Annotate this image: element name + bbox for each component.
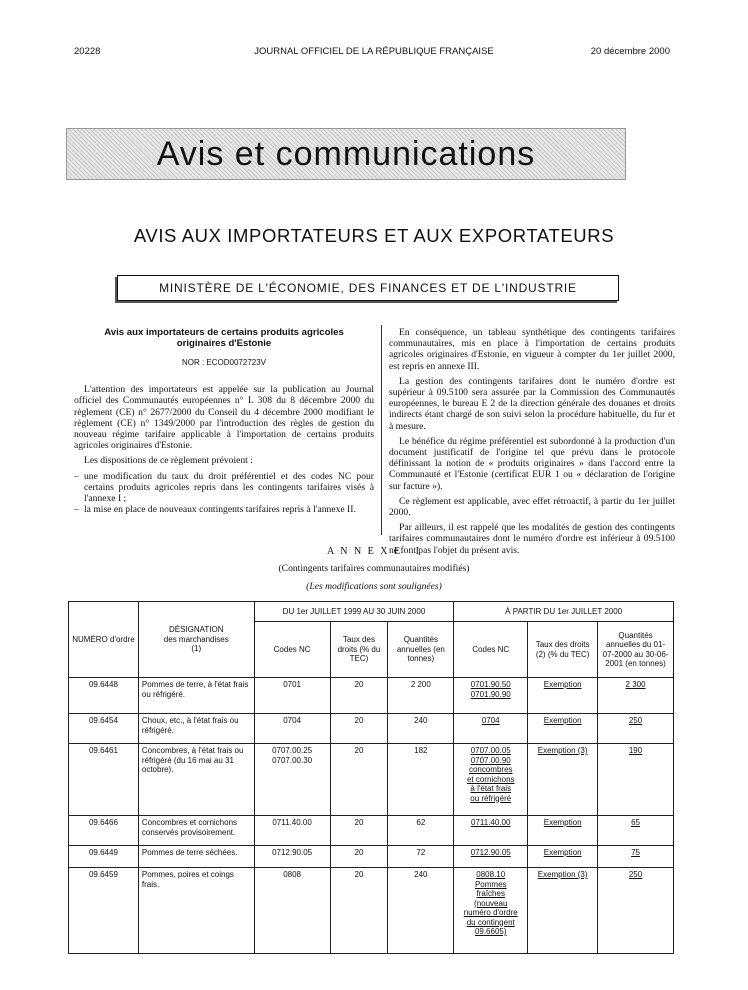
cell-quantity-2 <box>598 744 674 816</box>
cell-taux-2-text: Exemption (3) <box>537 746 588 755</box>
header-quantites-2: Quantités annuelles du 01-07-2000 au 30-06-2001 (en tonnes) <box>598 622 674 678</box>
cell-codes-nc-2-text: 0704 <box>481 716 500 725</box>
cell-designation-text: Pommes, poires et coings frais. <box>141 870 234 889</box>
cell-num-text: 09.6454 <box>88 716 118 725</box>
cell-codes-nc-2-text: 0707.00.05 0707.00.90 concombres et cornichons à l'état frais ou réfrigéré <box>466 746 515 803</box>
header-period-2: À PARTIR DU 1er JUILLET 2000 <box>454 602 674 622</box>
cell-num <box>69 846 139 868</box>
cell-num <box>69 816 139 846</box>
cell-codes-nc-2-text: 0808.10 Pommes fraîches (nouveau numéro d'ordre du contingent 09.6605) <box>463 870 518 936</box>
cell-designation-text: Choux, etc., à l'état frais ou réfrigéré. <box>141 716 239 735</box>
table-row <box>69 714 674 744</box>
cell-taux <box>330 678 388 714</box>
table-row <box>69 816 674 846</box>
header-codes-nc: Codes NC <box>254 622 330 678</box>
banner-title: Avis et communications <box>156 135 536 173</box>
cell-codes-nc-text: 0704 <box>283 716 301 725</box>
cell-taux-text: 20 <box>354 746 364 755</box>
quota-table <box>68 601 674 954</box>
cell-quantity-text: 62 <box>416 818 426 827</box>
article-title <box>74 327 374 349</box>
cell-designation-text: Pommes de terre, à l'état frais ou réfrigéré. <box>141 680 249 699</box>
cell-designation <box>138 868 254 954</box>
cell-num-text: 09.6449 <box>88 848 118 857</box>
cell-taux-2 <box>528 816 598 846</box>
cell-taux <box>330 816 388 846</box>
list-item: – la mise en place de nouveaux contingents tarifaires repris à l'annexe II. <box>74 504 374 515</box>
cell-designation <box>138 744 254 816</box>
header-period-1: DU 1er JUILLET 1999 AU 30 JUIN 2000 <box>254 602 454 622</box>
cell-codes-nc-text: 0711.40.00 <box>272 818 312 827</box>
nor-reference: NOR : ECOD0072723V <box>181 358 267 367</box>
cell-taux-2 <box>528 744 598 816</box>
annex-subtitle: (Contingents tarifaires communautaires modifiés) <box>278 563 470 574</box>
cell-codes-nc-2-text: 0711.40.00 <box>471 818 511 827</box>
cell-taux-2-text: Exemption <box>543 716 582 725</box>
cell-taux-text: 20 <box>354 680 364 689</box>
header-designation <box>138 602 254 678</box>
header-num: NUMÉRO d'ordre <box>69 602 139 678</box>
cell-designation <box>138 678 254 714</box>
cell-quantity <box>388 744 454 816</box>
paragraph: Le bénéfice du régime préférentiel est subordonné à la production d'un document justificatif de l'origine tel que prévu dans le protocole définissant la notion de « produits originaires » dans l'accord entre la Communauté et l'Estonie (certificat EUR 1 ou « déclaration de l'origine sur facture »). <box>389 435 675 492</box>
cell-taux-2-text: Exemption <box>543 680 582 689</box>
article-title-line1: Avis aux importateurs de certains produits agricoles <box>104 327 344 338</box>
cell-codes-nc <box>254 816 330 846</box>
cell-num-text: 09.6448 <box>88 680 118 689</box>
paragraph: Les dispositions de ce règlement prévoient : <box>84 455 253 467</box>
header-taux: Taux des droits (% du TEC) <box>330 622 388 678</box>
cell-taux <box>330 868 388 954</box>
cell-taux-2 <box>528 678 598 714</box>
ministry-box: MINISTÈRE DE L'ÉCONOMIE, DES FINANCES ET DE L'INDUSTRIE <box>117 275 619 301</box>
cell-taux-2 <box>528 846 598 868</box>
issue-date: 20 décembre 2000 <box>590 46 670 57</box>
paragraph: Ce règlement est applicable, avec effet rétroactif, à partir du 1er juillet 2000. <box>389 495 675 519</box>
cell-quantity-2-text: 65 <box>631 818 640 827</box>
cell-taux-text: 20 <box>354 818 364 827</box>
cell-quantity-2-text: 190 <box>628 746 643 755</box>
header-designation-line1: DÉSIGNATION <box>169 625 224 635</box>
cell-codes-nc <box>254 846 330 868</box>
cell-quantity-text: 240 <box>414 716 428 725</box>
cell-quantity-2 <box>598 678 674 714</box>
header-quantites: Quantités annuelles (en tonnes) <box>388 622 454 678</box>
cell-quantity <box>388 868 454 954</box>
cell-taux-text: 20 <box>354 848 364 857</box>
cell-designation-text: Concombres et cornichons conservés provisoirement. <box>141 818 238 837</box>
cell-codes-nc-2 <box>454 816 528 846</box>
table-row <box>69 744 674 816</box>
cell-designation-text: Pommes de terre séchées. <box>141 848 238 857</box>
cell-quantity-text: 2 200 <box>410 680 431 689</box>
cell-num <box>69 678 139 714</box>
header-designation-line2: des marchandises <box>163 634 229 644</box>
cell-quantity <box>388 678 454 714</box>
column-divider <box>381 325 382 535</box>
cell-num-text: 09.6466 <box>88 818 118 827</box>
cell-num <box>69 744 139 816</box>
cell-num <box>69 868 139 954</box>
cell-codes-nc-2 <box>454 846 528 868</box>
cell-codes-nc-2 <box>454 714 528 744</box>
cell-taux-2-text: Exemption (3) <box>537 870 588 879</box>
cell-taux-text: 20 <box>354 716 364 725</box>
cell-num-text: 09.6461 <box>88 746 118 755</box>
cell-codes-nc-text: 0808 <box>283 870 301 879</box>
cell-codes-nc-2 <box>454 868 528 954</box>
cell-codes-nc-2 <box>454 744 528 816</box>
cell-codes-nc <box>254 714 330 744</box>
journal-title: JOURNAL OFFICIEL DE LA RÉPUBLIQUE FRANÇAISE <box>254 46 494 57</box>
cell-designation <box>138 846 254 868</box>
cell-quantity-text: 182 <box>414 746 428 755</box>
cell-taux <box>330 714 388 744</box>
cell-codes-nc-2-text: 0701.90.50 0701.90.90 <box>470 680 511 699</box>
cell-taux-text: 20 <box>354 870 364 879</box>
cell-quantity-2 <box>598 816 674 846</box>
section-banner <box>66 128 626 180</box>
cell-codes-nc-text: 0707.00.25 0707.00.30 <box>272 746 313 765</box>
cell-codes-nc <box>254 678 330 714</box>
paragraph: En conséquence, un tableau synthétique des contingents tarifaires communautaires, mis en place à l'importation de certains produits agricoles originaires d'Estonie, en vigueur à compter du 1er juillet 2000, est repris en annexe III. <box>389 327 675 372</box>
cell-taux-2 <box>528 868 598 954</box>
header-designation-note: (1) <box>191 644 202 654</box>
cell-taux-2 <box>528 714 598 744</box>
cell-designation <box>138 816 254 846</box>
cell-quantity <box>388 816 454 846</box>
cell-quantity-text: 240 <box>414 870 428 879</box>
header-taux-2: Taux des droits (2) (% du TEC) <box>528 622 598 678</box>
cell-num-text: 09.6459 <box>88 870 118 879</box>
cell-quantity-2-text: 250 <box>628 870 643 879</box>
cell-codes-nc <box>254 744 330 816</box>
cell-taux <box>330 744 388 816</box>
cell-quantity-2 <box>598 714 674 744</box>
table-row <box>69 868 674 954</box>
paragraph: L'attention des importateurs est appelée sur la publication au Journal officiel des Communautés européennes n° L 308 du 8 décembre 2000 du règlement (CE) n° 2677/2000 du Conseil du 4 décembre 2000 modifiant le règlement (CE) n° 1349/2000 par l'introduction des règles de gestion du nouveau régime tarifaire applicable à l'importation de certains produits agricoles originaires d'Estonie. <box>74 384 374 452</box>
header-codes-nc-2: Codes NC <box>454 622 528 678</box>
table-row <box>69 846 674 868</box>
list-item: – une modification du taux du droit préférentiel et des codes NC pour certains produits agricoles repris dans les contingents tarifaires visés à l'annexe I ; <box>74 471 374 505</box>
cell-taux-2-text: Exemption <box>543 848 582 857</box>
cell-taux <box>330 846 388 868</box>
cell-codes-nc-2-text: 0712.90.05 <box>470 848 511 857</box>
annex-title: A N N E X E I <box>327 546 421 557</box>
cell-taux-2-text: Exemption <box>543 818 582 827</box>
cell-quantity <box>388 714 454 744</box>
article-left-column <box>74 327 374 515</box>
cell-codes-nc-2 <box>454 678 528 714</box>
cell-quantity-2 <box>598 868 674 954</box>
cell-quantity-2-text: 75 <box>631 848 640 857</box>
table-row <box>69 678 674 714</box>
cell-designation <box>138 714 254 744</box>
section-title: AVIS AUX IMPORTATEURS ET AUX EXPORTATEURS <box>133 225 615 246</box>
article-title-line2: originaires d'Estonie <box>176 338 272 349</box>
cell-codes-nc <box>254 868 330 954</box>
article-right-column <box>389 327 675 560</box>
cell-codes-nc-text: 0712.90.05 <box>272 848 313 857</box>
cell-designation-text: Concombres, à l'état frais ou réfrigéré (du 16 mai au 31 octobre). <box>141 746 244 774</box>
cell-quantity-2 <box>598 846 674 868</box>
paragraph: La gestion des contingents tarifaires dont le numéro d'ordre est supérieur à 09.5100 sera assurée par la Commission des Communautés européennes, le bureau E 2 de la direction générale des douanes et droits indirects étant chargé de son suivi selon la procédure habituelle, du fur et à mesure. <box>389 375 675 432</box>
annex-note: (Les modifications sont soulignées) <box>306 581 442 592</box>
cell-quantity <box>388 846 454 868</box>
cell-quantity-2-text: 250 <box>628 716 643 725</box>
paragraph: Par ailleurs, il est rappelé que les modalités de gestion des contingents tarifaires communautaires dont le numéro d'ordre est inférieur à 09.5100 ne font pas l'objet du présent avis. <box>389 522 675 556</box>
cell-codes-nc-text: 0701 <box>283 680 301 689</box>
cell-quantity-2-text: 2 300 <box>625 680 646 689</box>
page-number: 20228 <box>74 46 101 57</box>
cell-quantity-text: 72 <box>416 848 426 857</box>
cell-num <box>69 714 139 744</box>
